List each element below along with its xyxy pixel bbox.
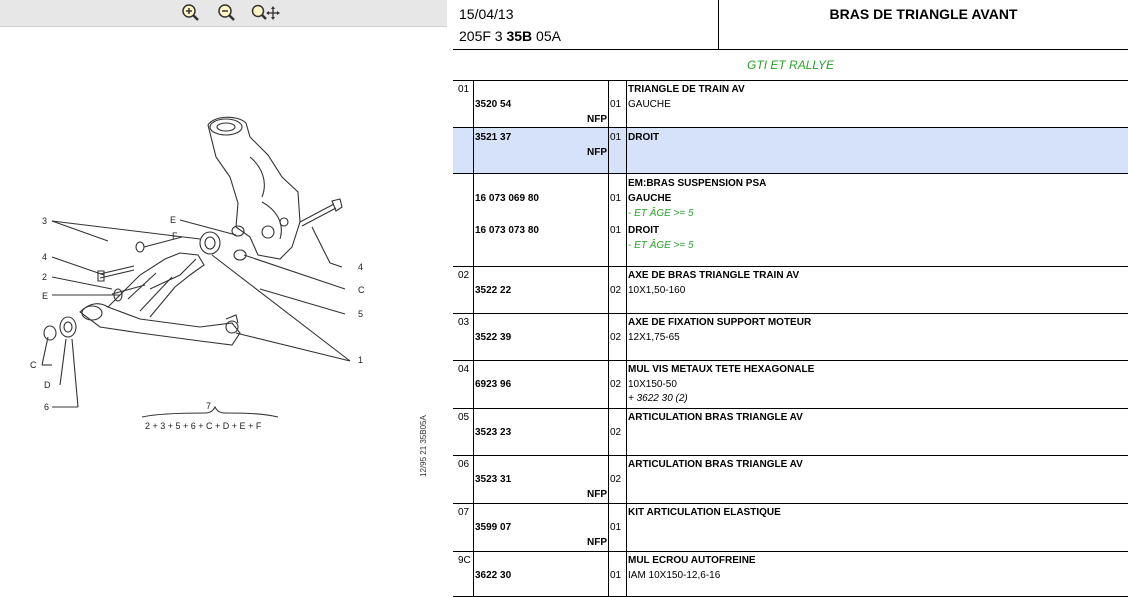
nfp-flag: NFP xyxy=(587,114,607,125)
diagram-label: C xyxy=(30,360,37,370)
diagram-label: 7 xyxy=(206,401,212,411)
part-reference[interactable]: 16 073 073 80 xyxy=(475,225,539,236)
table-row[interactable] xyxy=(453,504,1128,552)
quantity: 01 xyxy=(610,132,622,143)
position-number: 06 xyxy=(458,459,470,470)
part-reference[interactable]: 3522 22 xyxy=(475,285,512,296)
diagram-label: 4 xyxy=(358,262,364,272)
quantity: 01 xyxy=(610,99,622,110)
diagram-label: F xyxy=(172,231,178,241)
pan-icon[interactable] xyxy=(250,3,280,23)
table-row[interactable] xyxy=(453,456,1128,504)
part-designation: DROIT xyxy=(628,132,660,143)
quantity: 02 xyxy=(610,427,622,438)
diagram-label: E xyxy=(42,291,49,301)
part-reference[interactable]: 3523 31 xyxy=(475,474,512,485)
zoom-toolbar xyxy=(0,0,447,27)
position-number: 05 xyxy=(458,412,470,423)
part-reference[interactable]: 3521 37 xyxy=(475,132,512,143)
header-ref-prefix: 205F 3 xyxy=(459,28,507,44)
nfp-flag: NFP xyxy=(587,537,607,548)
parts-table xyxy=(453,81,1128,597)
part-designation: MUL VIS METAUX TETE HEXAGONALE xyxy=(628,364,815,375)
table-row[interactable] xyxy=(453,81,1128,128)
part-designation: ARTICULATION BRAS TRIANGLE AV xyxy=(628,412,803,423)
parts-pane xyxy=(453,0,1128,594)
diagram-label: 1 xyxy=(358,355,364,365)
part-designation: TRIANGLE DE TRAIN AV xyxy=(628,84,745,95)
header-ref-bold: 35B xyxy=(506,28,533,44)
part-reference[interactable]: 16 073 069 80 xyxy=(475,193,539,204)
position-number: 01 xyxy=(458,84,470,95)
nfp-flag: NFP xyxy=(587,489,607,500)
quantity: 01 xyxy=(610,193,622,204)
diagram-label: 3 xyxy=(42,216,48,226)
header xyxy=(453,0,1128,50)
position-number: 02 xyxy=(458,270,470,281)
part-description: 12X1,75-65 xyxy=(628,332,680,343)
position-number: 9C xyxy=(458,555,471,566)
condition-text: - ET ÂGE >= 5 xyxy=(628,208,694,219)
zoom-in-icon[interactable] xyxy=(180,3,202,23)
part-designation: MUL ECROU AUTOFREINE xyxy=(628,555,756,566)
part-designation: EM:BRAS SUSPENSION PSA xyxy=(628,178,767,189)
diagram-label: 2 xyxy=(42,272,48,282)
part-designation: AXE DE BRAS TRIANGLE TRAIN AV xyxy=(628,270,800,281)
part-reference[interactable]: 3520 54 xyxy=(475,99,512,110)
position-number: 03 xyxy=(458,317,470,328)
part-reference[interactable]: 6923 96 xyxy=(475,379,512,390)
zoom-out-icon[interactable] xyxy=(216,3,238,23)
diagram-label: E xyxy=(170,215,177,225)
nfp-flag: NFP xyxy=(587,147,607,158)
part-description: IAM 10X150-12,6-16 xyxy=(628,570,721,581)
part-designation: ARTICULATION BRAS TRIANGLE AV xyxy=(628,459,803,470)
part-note: + 3622 30 (2) xyxy=(628,393,688,404)
part-description: 10X1,50-160 xyxy=(628,285,686,296)
header-info xyxy=(456,0,719,49)
part-designation: AXE DE FIXATION SUPPORT MOTEUR xyxy=(628,317,812,328)
part-reference[interactable]: 3523 23 xyxy=(475,427,512,438)
quantity: 01 xyxy=(610,570,622,581)
table-row[interactable] xyxy=(453,267,1128,314)
header-reference xyxy=(459,28,561,44)
diagram-side-code: 12/95 21 35B05A xyxy=(419,415,428,477)
diagram-label: C xyxy=(358,285,365,295)
table-row[interactable] xyxy=(453,409,1128,456)
quantity: 01 xyxy=(610,225,622,236)
position-number: 04 xyxy=(458,364,470,375)
exploded-parts-diagram xyxy=(0,27,447,594)
quantity: 02 xyxy=(610,379,622,390)
quantity: 01 xyxy=(610,522,622,533)
condition-text: - ET ÂGE >= 5 xyxy=(628,240,694,251)
diagram-label: 4 xyxy=(42,252,48,262)
part-designation: KIT ARTICULATION ELASTIQUE xyxy=(628,507,781,518)
quantity: 02 xyxy=(610,285,622,296)
part-description: 10X150-50 xyxy=(628,379,677,390)
header-ref-suffix: 05A xyxy=(532,28,561,44)
table-row[interactable] xyxy=(453,314,1128,361)
diagram-label: 6 xyxy=(44,402,50,412)
model-subtitle: GTI ET RALLYE xyxy=(453,50,1128,81)
quantity: 02 xyxy=(610,474,622,485)
diagram-pane xyxy=(0,0,447,594)
diagram-label: D xyxy=(44,380,51,390)
part-description: GAUCHE xyxy=(628,99,671,110)
page-title: BRAS DE TRIANGLE AVANT xyxy=(829,6,1018,22)
table-row[interactable] xyxy=(453,552,1128,597)
diagram-label: 5 xyxy=(358,309,364,319)
part-reference[interactable]: 3599 07 xyxy=(475,522,512,533)
quantity: 02 xyxy=(610,332,622,343)
part-description: GAUCHE xyxy=(628,193,672,204)
part-description: DROIT xyxy=(628,225,660,236)
table-row[interactable] xyxy=(453,361,1128,409)
table-row[interactable] xyxy=(453,174,1128,267)
position-number: 07 xyxy=(458,507,470,518)
table-row-selected[interactable] xyxy=(453,128,1128,174)
header-date: 15/04/13 xyxy=(459,6,514,22)
part-reference[interactable]: 3622 30 xyxy=(475,570,512,581)
part-reference[interactable]: 3522 39 xyxy=(475,332,512,343)
diagram-formula: 2 + 3 + 5 + 6 + C + D + E + F xyxy=(145,421,262,431)
